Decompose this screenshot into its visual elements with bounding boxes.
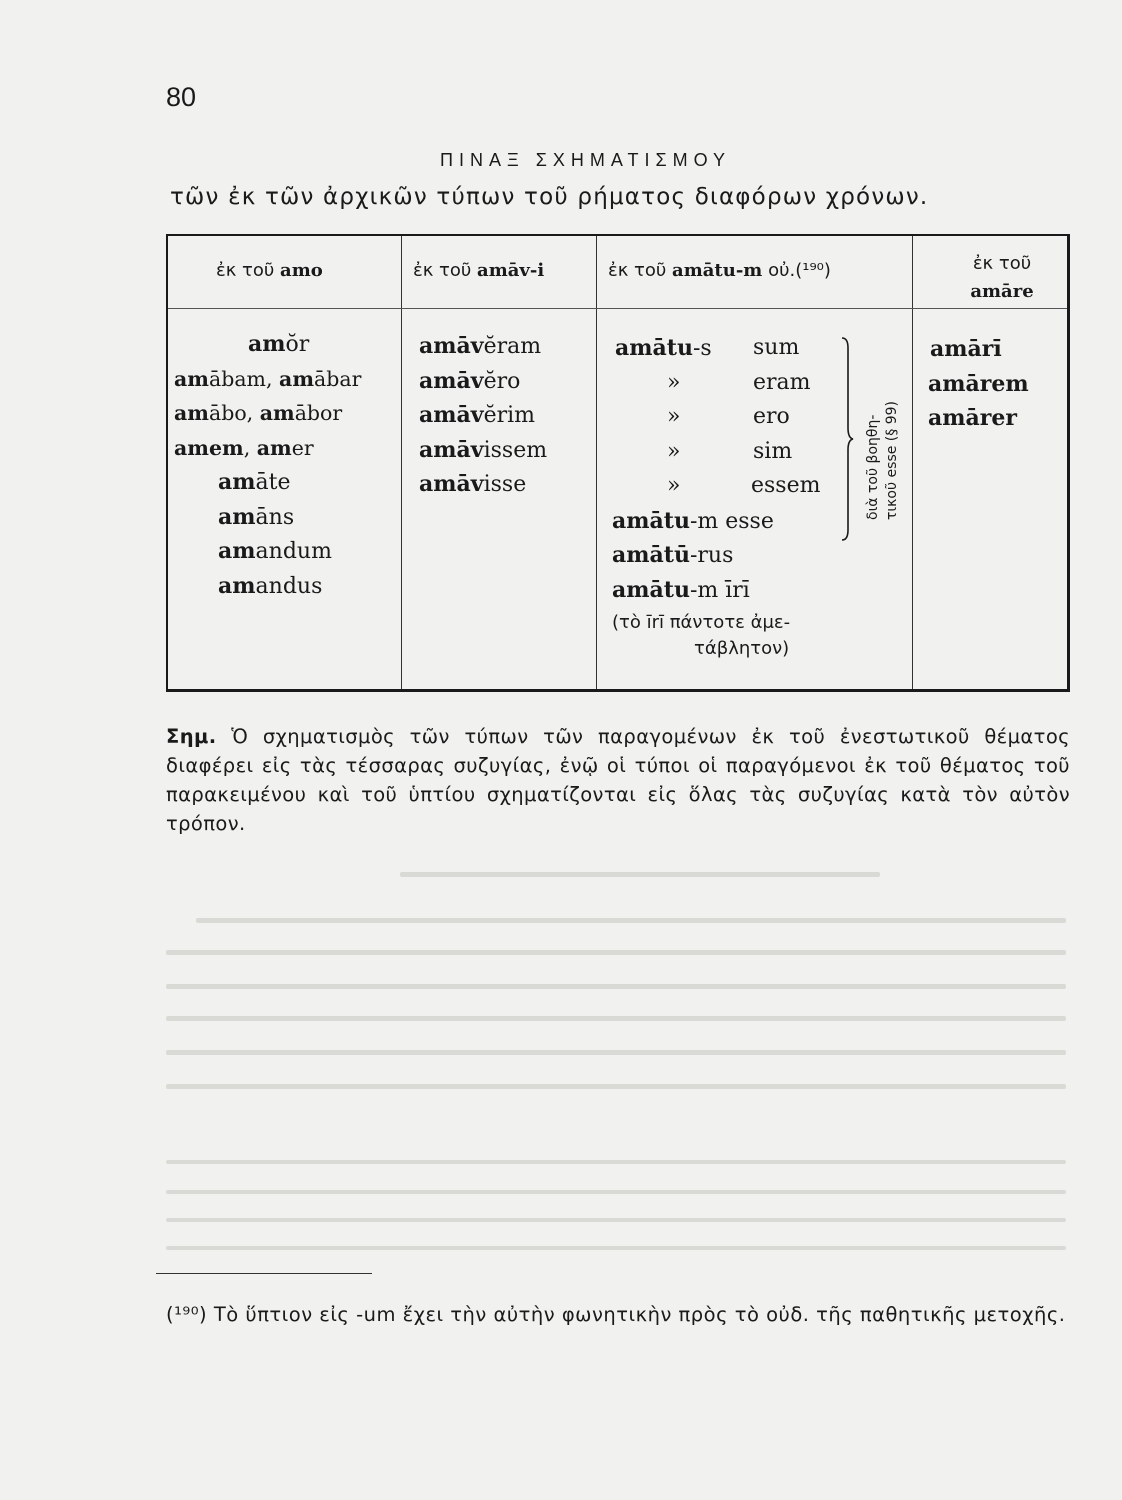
- table-subtitle: τῶν ἐκ τῶν ἀρχικῶν τύπων τοῦ ρήματος διαφόρων χρόνων.: [170, 184, 929, 210]
- conjugation-table: [166, 234, 1070, 692]
- header-prefix: ἐκ τοῦ: [216, 260, 281, 281]
- table-title: ΠΙΝΑΞ ΣΧΗΜΑΤΙΣΜΟΥ: [440, 150, 732, 170]
- header-stem: amo: [280, 260, 323, 281]
- ditto-mark: »: [667, 473, 681, 498]
- footnote-marker: (¹⁹⁰): [166, 1303, 208, 1326]
- ditto-mark: »: [667, 370, 681, 395]
- column-divider: [401, 236, 402, 689]
- form-entry: amāns: [218, 504, 295, 530]
- aux-verb: sum: [753, 335, 800, 360]
- form-entry: amāvĕro: [419, 368, 521, 394]
- aux-verb: sim: [753, 439, 793, 464]
- col3-note: (τὸ īrī πάντοτε ἀμε-: [612, 612, 791, 633]
- header-stem: amāre: [970, 281, 1034, 302]
- column-divider: [912, 236, 913, 689]
- header-divider: [168, 308, 1067, 309]
- form-entry: amātu-m īrī: [612, 577, 750, 603]
- header-stem: amāv-i: [477, 260, 545, 281]
- form-entry: amātū-rus: [612, 542, 734, 568]
- form-entry: amāvĕrim: [419, 402, 536, 428]
- note-paragraph: [166, 722, 1070, 838]
- header-stem: amātu-m: [672, 260, 763, 281]
- header-col2: [413, 260, 544, 281]
- col3-note: τάβλητον): [694, 638, 790, 659]
- footnote: [166, 1300, 1066, 1330]
- form-entry: amandus: [218, 573, 323, 599]
- form-entry: amŏr: [248, 331, 310, 357]
- form-entry: amāvisse: [419, 471, 527, 497]
- header-col1: [216, 260, 323, 281]
- note-text: Ὁ σχηματισμὸς τῶν τύπων τῶν παραγομένων ἐκ τοῦ ἐνεστωτικοῦ θέματος διαφέρει εἰς τὰς τέσσαρας συζυγίας, ἐνῷ οἱ τύποι οἱ παραγόμενοι ἐκ τοῦ θέματος τοῦ παρακειμένου καὶ τοῦ ὑπτίου σχηματίζονται εἰς ὅλας τὰς συζυγίας κατὰ τὸν αὐτὸν τρόπον.: [166, 725, 1070, 835]
- form-entry: amārer: [928, 405, 1017, 431]
- note-label: Σημ.: [166, 725, 217, 748]
- form-entry: amābo, amābor: [174, 401, 343, 425]
- header-col4: [952, 250, 1052, 306]
- form-entry: amātu-m esse: [612, 508, 774, 534]
- form-entry: amandum: [218, 538, 332, 564]
- form-entry: amem, amer: [174, 436, 314, 460]
- form-entry: amāvissem: [419, 437, 548, 463]
- footnote-text: Τὸ ὕπτιον εἰς -um ἔχει τὴν αὐτὴν φωνητικὴν πρὸς τὸ οὐδ. τῆς παθητικῆς μετοχῆς.: [207, 1303, 1066, 1326]
- footnote-rule: [156, 1273, 372, 1274]
- form-entry: amāvĕram: [419, 333, 542, 359]
- ditto-mark: »: [667, 404, 681, 429]
- form-entry: amātu-s: [615, 335, 712, 361]
- header-col3: [608, 260, 831, 281]
- page-number: 80: [166, 82, 197, 112]
- ditto-mark: »: [667, 439, 681, 464]
- form-entry: amārī: [930, 336, 1002, 362]
- aux-verb: ero: [753, 404, 790, 429]
- header-prefix: ἐκ τοῦ: [413, 260, 478, 281]
- header-prefix: ἐκ τοῦ: [972, 253, 1032, 274]
- header-prefix: ἐκ τοῦ: [608, 260, 673, 281]
- aux-verb: eram: [753, 370, 811, 395]
- header-suffix: οὐ.(¹⁹⁰): [762, 260, 831, 281]
- form-entry: amārem: [928, 371, 1029, 397]
- form-entry: amāte: [218, 469, 291, 495]
- aux-verb: essem: [751, 473, 821, 498]
- form-entry: amābam, amābar: [174, 367, 362, 391]
- right-brace-icon: [840, 336, 854, 542]
- column-divider: [596, 236, 597, 689]
- side-note: διὰ τοῦ βοηθη- τικοῦ esse (§ 99): [865, 401, 900, 520]
